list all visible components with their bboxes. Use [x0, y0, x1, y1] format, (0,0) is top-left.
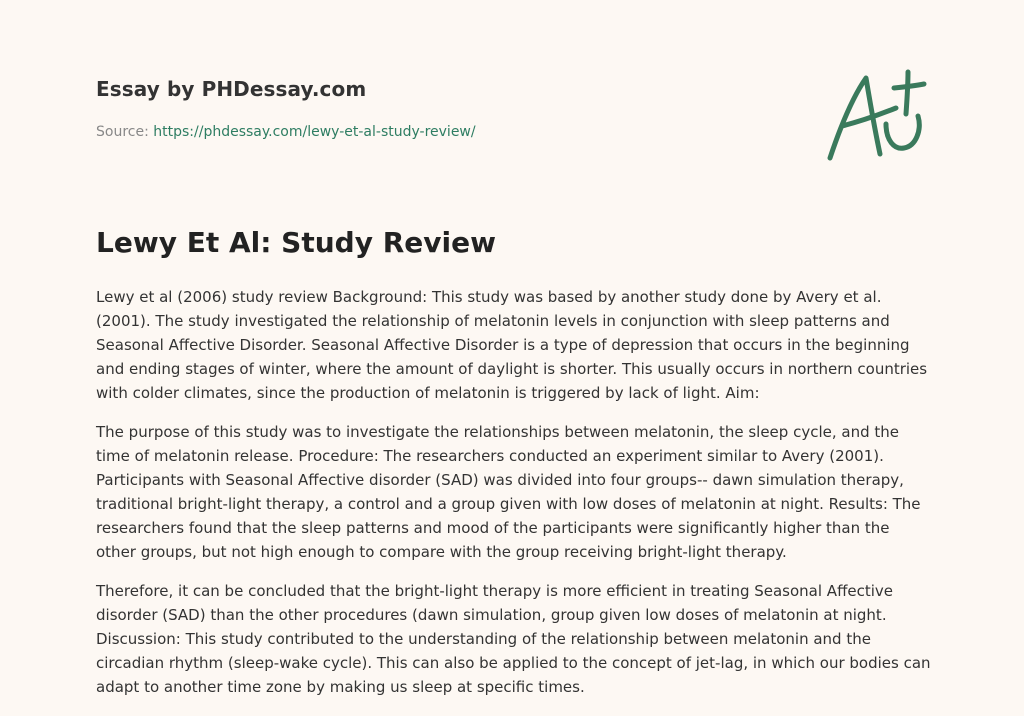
article-body — [96, 285, 932, 714]
paragraph: Lewy et al (2006) study review Background: This study was based by another study done by Avery et al. (2001). The study investigated the relationship of melatonin levels in conjunction with sleep patterns and Seasonal Affective Disorder. Seasonal Affective Disorder is a type of depression that occurs in the beginning and ending stages of winter, where the amount of daylight is shorter. This usually occurs in northern countries with colder climates, since the production of melatonin is triggered by lack of light. Aim: — [96, 288, 928, 402]
page-title: Lewy Et Al: Study Review — [96, 226, 496, 259]
source-line — [96, 124, 476, 140]
source-label: Source: — [96, 124, 149, 140]
paragraph: Therefore, it can be concluded that the bright-light therapy is more efficient in treating Seasonal Affective disorder (SAD) than the other procedures (dawn simulation, group given low doses of melatonin at night. Discussion: This study contributed to the understanding of the relationship between melatonin and the circadian rhythm (sleep-wake cycle). This can also be applied to the concept of jet-lag, in which our bodies can adapt to another time zone by making us sleep at specific times. — [96, 582, 931, 696]
source-link[interactable]: https://phdessay.com/lewy-et-al-study-review/ — [153, 124, 476, 140]
site-brand: Essay by PHDessay.com — [96, 77, 367, 101]
paragraph: The purpose of this study was to investigate the relationships between melatonin, the sleep cycle, and the time of melatonin release. Procedure: The researchers conducted an experiment similar to Avery (2001). Participants with Seasonal Affective disorder (SAD) was divided into four groups-- dawn simulation therapy, traditional bright-light therapy, a control and a group given with low doses of melatonin at night. Results: The researchers found that the sleep patterns and mood of the participants were significantly higher than the other groups, but not high enough to compare with the group receiving bright-light therapy. — [96, 423, 921, 561]
a-plus-logo-icon — [824, 66, 928, 166]
